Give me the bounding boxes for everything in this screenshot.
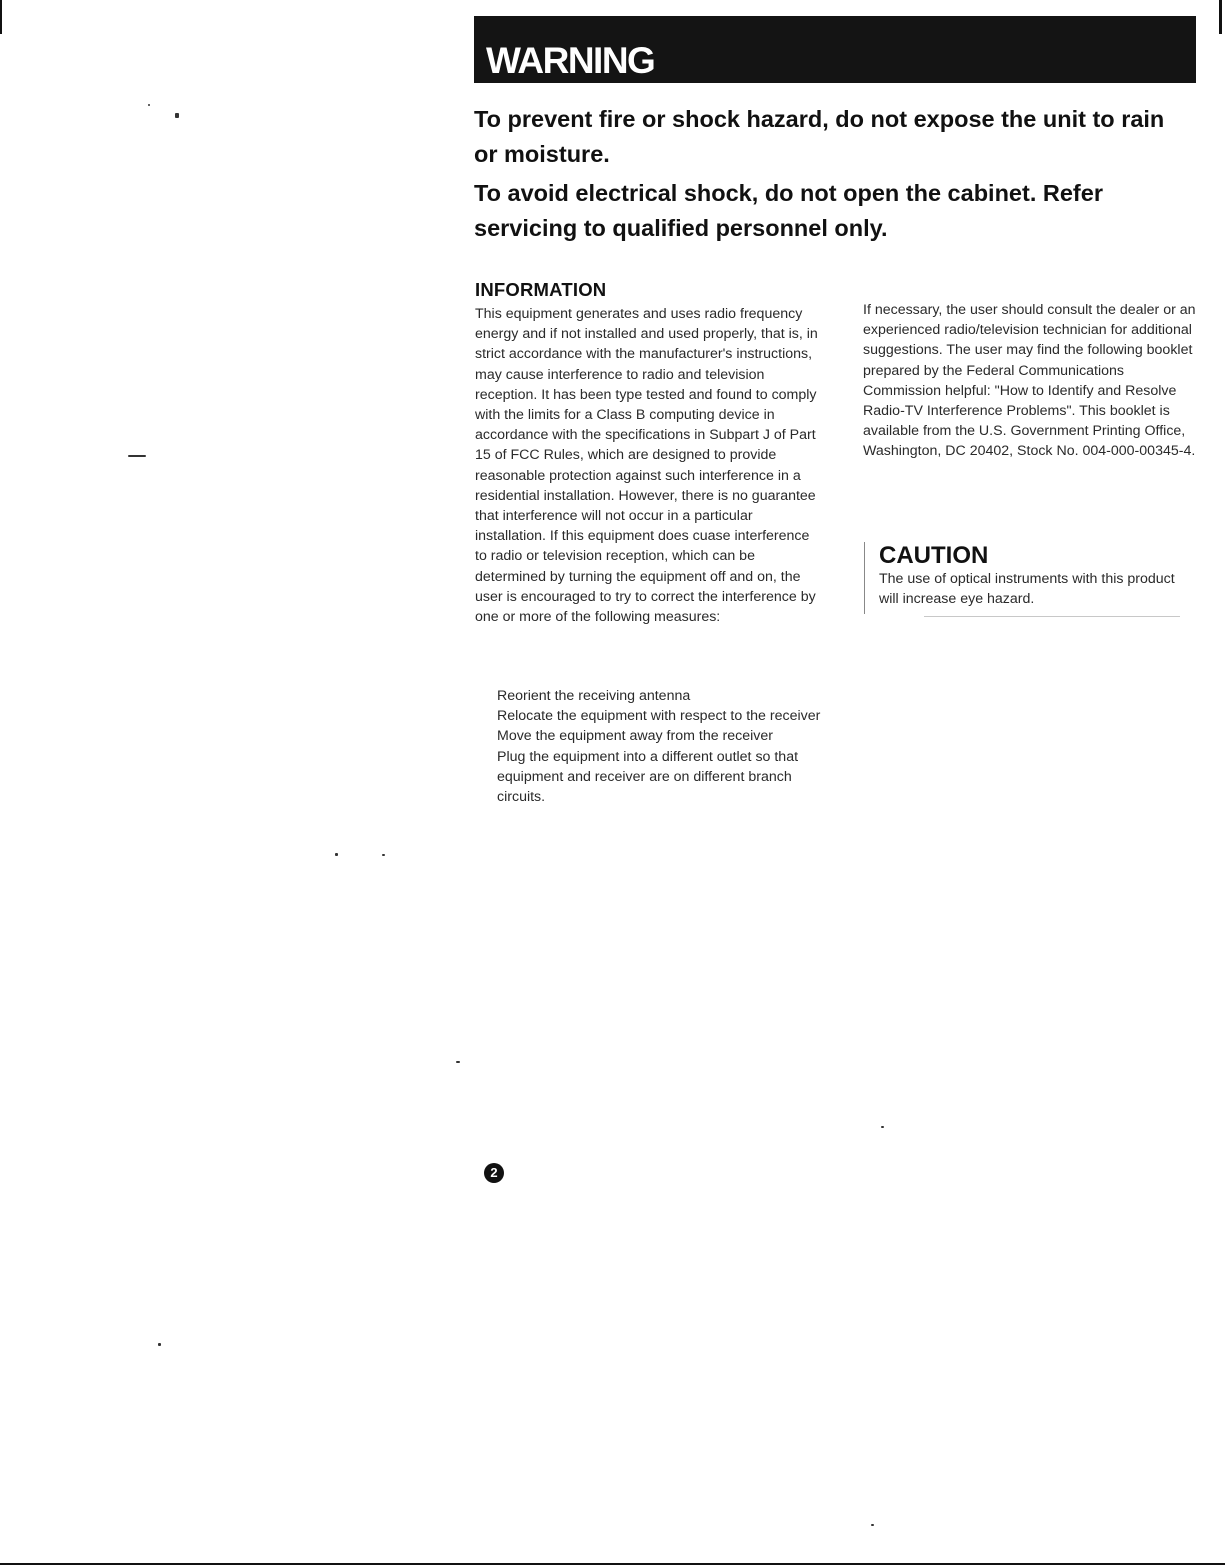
measures-list <box>497 686 827 807</box>
measure-item: Move the equipment away from the receiver <box>497 728 773 745</box>
scan-edge-bottom <box>0 1563 1225 1565</box>
scan-speck <box>871 1524 874 1526</box>
information-body: This equipment generates and uses radio frequency energy and if not installed and used properly, that is, in strict accordance with the manufacturer's instructions, may cause interference to radio and television reception. It has been type tested and found to comply with the limits for a Class B computing device in accordance with the specifications in Subpart J of Part 15 of FCC Rules, which are designed to provide reasonable protection against such interference in a residential installation. However, there is no guarantee that interference will not occur in a particular installation. If this equipment does cuase interference to radio or television reception, which can be determined by turning the equipment off and on, the user is encouraged to try to correct the interference by one or more of the following measures: <box>475 306 818 626</box>
scan-edge-left <box>0 0 2 34</box>
scan-speck <box>456 1061 460 1063</box>
measure-item: Plug the equipment into a different outlet so that equipment and receiver are on different branch circuits. <box>497 748 799 806</box>
information-heading: INFORMATION <box>475 279 607 300</box>
caution-rule-bottom <box>924 616 1180 617</box>
scan-speck <box>382 854 385 856</box>
scan-speck <box>148 104 150 106</box>
caution-heading: CAUTION <box>879 542 989 569</box>
measure-item: Reorient the receiving antenna <box>497 688 691 704</box>
warning-fire-shock: To prevent fire or shock hazard, do not expose the unit to rain or moisture. <box>474 106 1165 167</box>
warning-electrical-shock: To avoid electrical shock, do not open the cabinet. Refer servicing to qualified personnel only. <box>474 180 1103 241</box>
measure-item: Relocate the equipment with respect to the receiver <box>497 708 821 725</box>
caution-box <box>864 536 1184 620</box>
scan-speck <box>128 455 146 457</box>
scan-speck <box>335 853 338 856</box>
caution-rule-vertical <box>864 542 865 614</box>
warning-title: WARNING <box>486 40 655 81</box>
scan-speck <box>175 113 179 118</box>
scan-edge-right <box>1219 0 1222 34</box>
information-continued: If necessary, the user should consult the dealer or an experienced radio/television technician for additional suggestions. The user may find the following booklet prepared by the Federal Communications Commission helpful: "How to Identify and Resolve Radio-TV Interference Problems". This booklet is available from the U.S. Government Printing Office, Washington, DC 20402, Stock No. 004-000-00345-4. <box>863 302 1196 460</box>
caution-text: The use of optical instruments with this product will increase eye hazard. <box>879 571 1175 608</box>
page-number-badge: 2 <box>484 1163 504 1183</box>
warning-banner <box>474 16 1196 83</box>
scan-speck <box>881 1126 884 1128</box>
scan-speck <box>158 1343 161 1346</box>
